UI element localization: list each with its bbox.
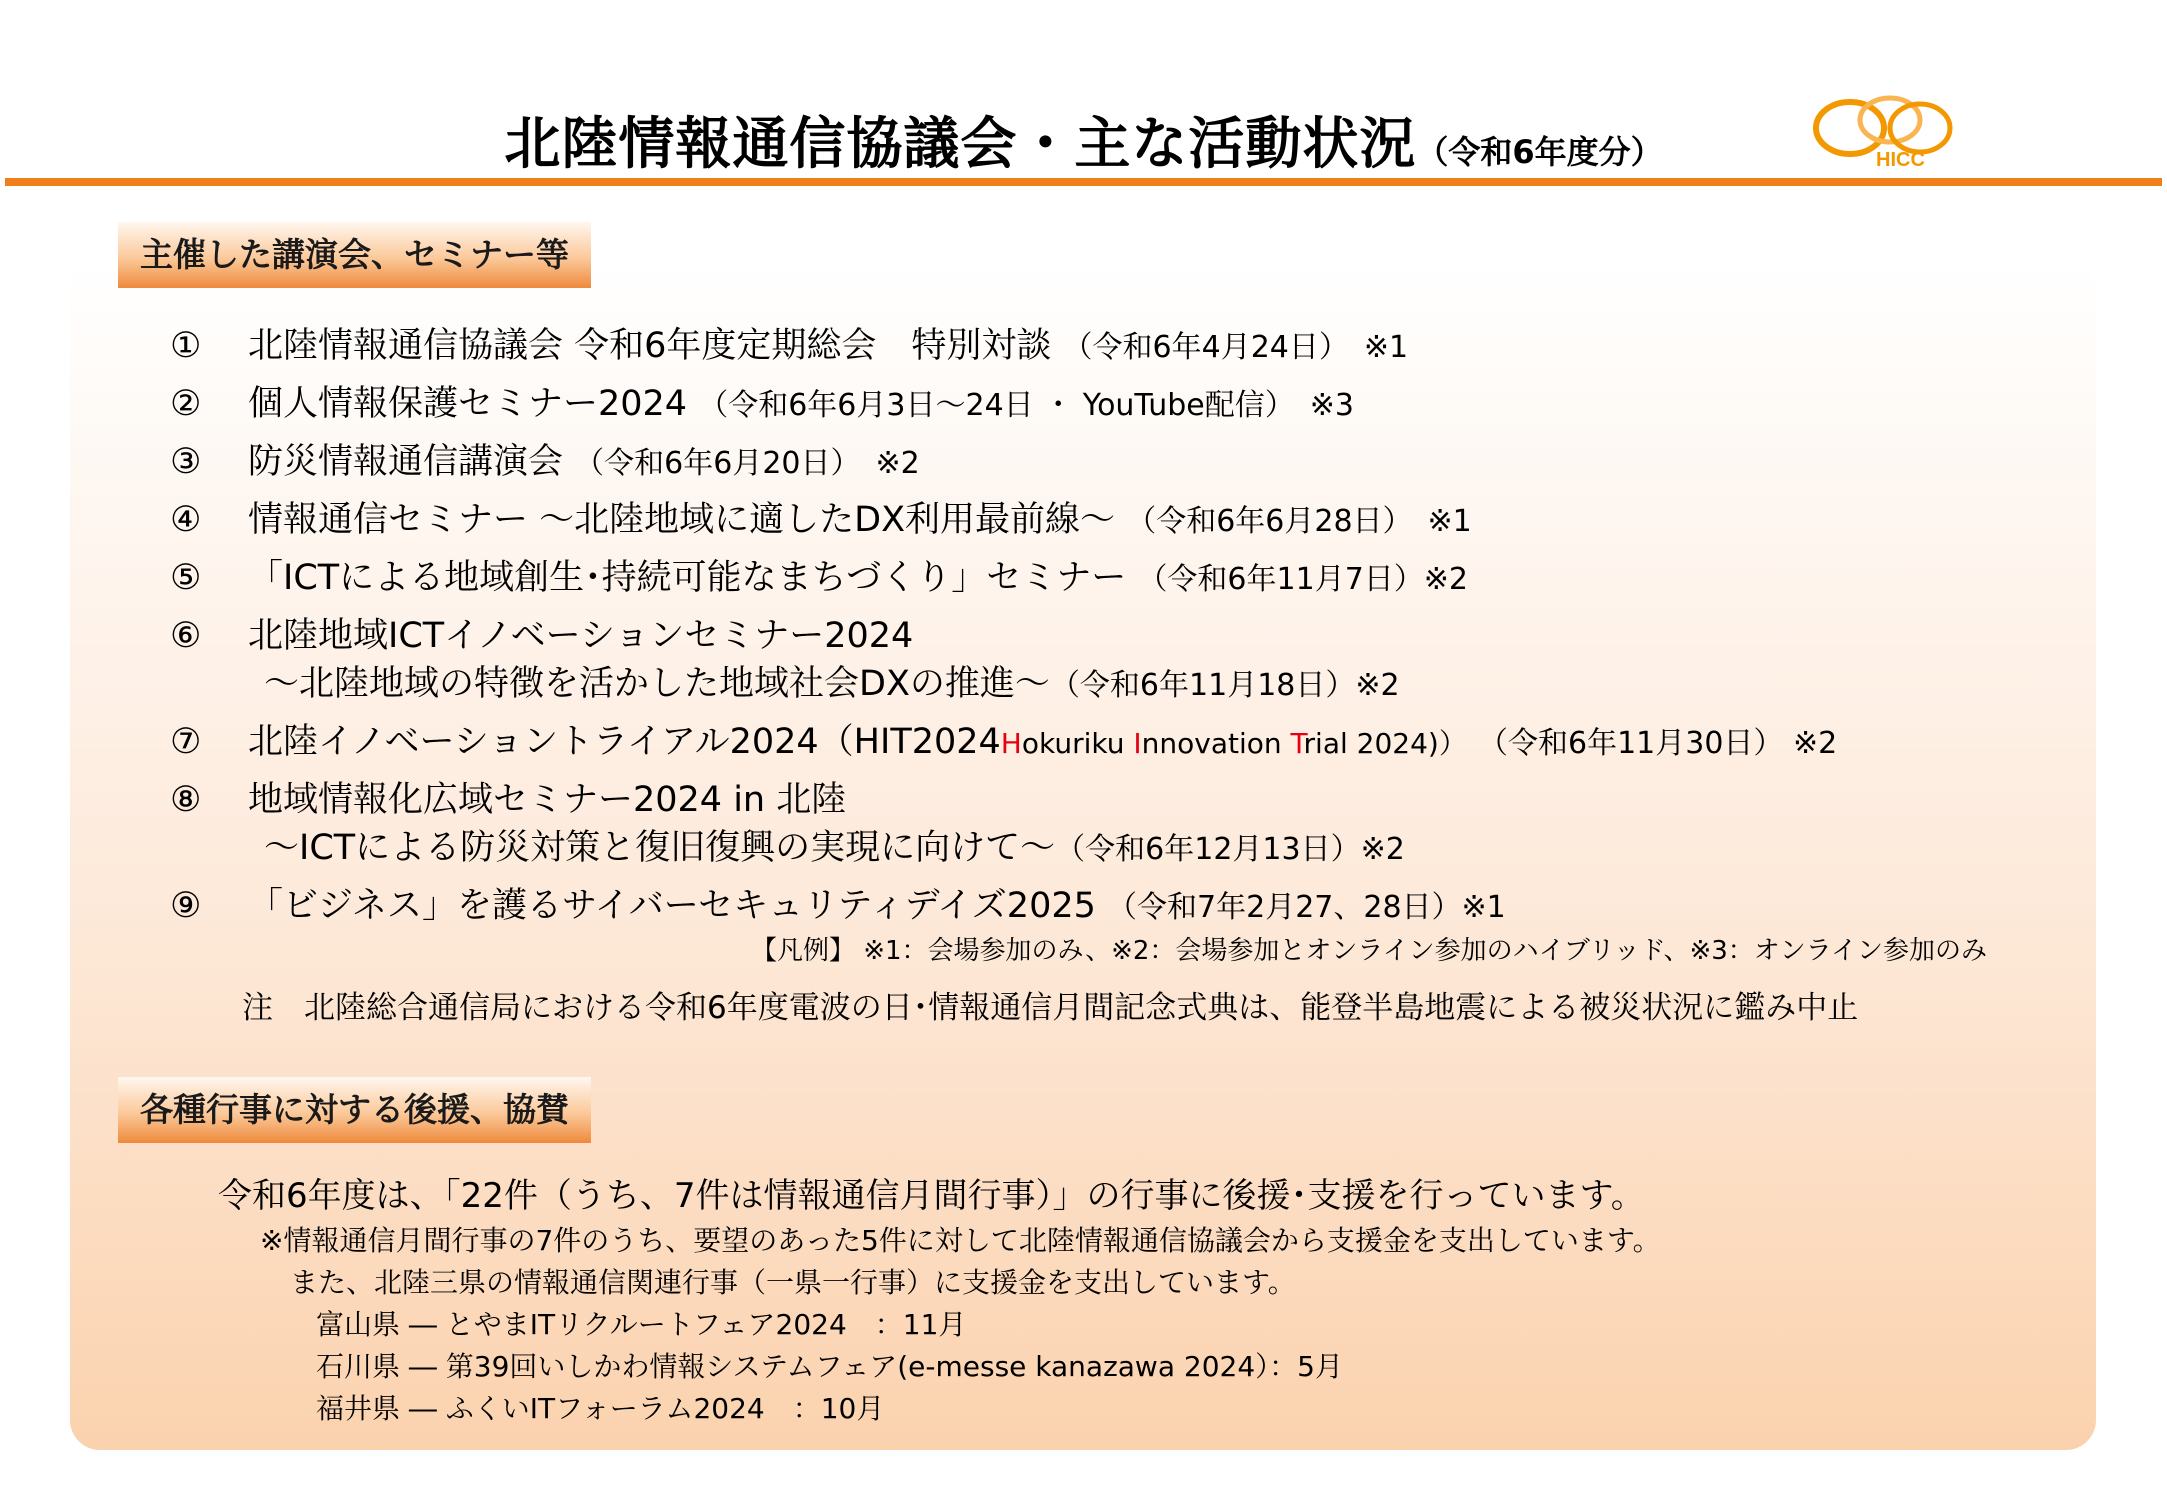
section-header-seminars: 主催した講演会、セミナー等: [118, 222, 591, 288]
item-date: （令和7年2月27、28日）※1: [1107, 890, 1506, 925]
item-title-initial: T: [1290, 727, 1304, 760]
item-number: ⑧: [170, 780, 202, 820]
item-number: ④: [170, 500, 202, 540]
item-number: ⑦: [170, 722, 202, 762]
item-date: （令和6年12月13日）※2: [1055, 832, 1405, 867]
item-number: ⑨: [170, 886, 202, 926]
logo-text: HICC: [1876, 149, 1925, 170]
support-line: ※情報通信月間行事の7件のうち、要望のあった5件に対して北陸情報通信協議会から支援金を支出しています。: [260, 1224, 1661, 1257]
support-details: [260, 1220, 1661, 1430]
support-line: 福井県 ― ふくいITフォーラム2024 ：10月: [316, 1392, 885, 1425]
list-item: [170, 554, 2070, 604]
support-line: 石川県 ― 第39回いしかわ情報システムフェア(e-messe kanazawa 2024）：5月: [316, 1350, 1343, 1383]
list-item: [170, 776, 2070, 874]
page-title: 北陸情報通信協議会・主な活動状況: [504, 112, 1417, 177]
item-title: 北陸情報通信協議会 令和6年度定期総会 特別対談: [248, 326, 1052, 366]
list-item: [170, 882, 2070, 932]
list-item: [170, 322, 2070, 372]
support-line: また、北陸三県の情報通信関連行事（一県一行事）に支援金を支出しています。: [290, 1266, 1296, 1299]
item-title: 「ビジネス」を護るサイバーセキュリティデイズ2025: [248, 886, 1096, 926]
item-subtitle: ～北陸地域の特徴を活かした地域社会DXの推進～: [264, 664, 1050, 704]
list-item: [170, 496, 2070, 546]
item-number: ⑤: [170, 558, 202, 598]
list-item: [170, 718, 2070, 768]
item-title: 「ICTによる地域創生･持続可能なまちづくり」セミナー: [248, 558, 1127, 598]
item-title-part: rial 2024)）: [1303, 727, 1467, 760]
support-line: 富山県 ― とやまITリクルートフェア2024 ：11月: [316, 1308, 967, 1341]
seminar-list: [170, 322, 2070, 940]
item-title-part: nnovation: [1141, 727, 1291, 760]
item-title-initial: I: [1133, 727, 1142, 760]
item-title-initial: H: [1000, 727, 1022, 760]
note-text: 注 北陸総合通信局における令和6年度電波の日･情報通信月間記念式典は、能登半島地震による被災状況に鑑み中止: [242, 990, 1859, 1026]
item-number: ③: [170, 442, 202, 482]
item-date: （令和6年11月30日） ※2: [1477, 726, 1838, 761]
item-date: （令和6年6月28日） ※1: [1126, 504, 1472, 539]
item-subtitle: ～ICTによる防災対策と復旧復興の実現に向けて～: [264, 828, 1056, 868]
list-item: [170, 438, 2070, 488]
list-item: [170, 612, 2070, 710]
item-number: ②: [170, 384, 202, 424]
item-date: （令和6年11月18日）※2: [1049, 668, 1400, 703]
item-date: （令和6年6月20日） ※2: [574, 446, 920, 481]
support-lead: 令和6年度は、「22件（うち、7件は情報通信月間行事）」の行事に後援･支援を行っています。: [218, 1176, 1645, 1216]
item-title: 地域情報化広域セミナー2024 in 北陸: [248, 780, 847, 820]
item-date: （令和6年6月3日～24日 ・ YouTube配信） ※3: [698, 388, 1354, 423]
item-title-part: okuriku: [1021, 727, 1134, 760]
item-title: 北陸イノベーショントライアル2024（HIT2024: [248, 722, 1001, 762]
list-item: [170, 380, 2070, 430]
item-title: 情報通信セミナー ～北陸地域に適したDX利用最前線～: [248, 500, 1116, 540]
item-date: （令和6年4月24日） ※1: [1062, 330, 1409, 365]
item-title: 北陸地域ICTイノベーションセミナー2024: [248, 616, 914, 656]
page-title-sub: （令和6年度分）: [1416, 133, 1663, 171]
item-title: 個人情報保護セミナー2024: [248, 384, 688, 424]
item-title: 防災情報通信講演会: [248, 442, 564, 482]
legend-text: 【凡例】 ※1：会場参加のみ、※2：会場参加とオンライン参加のハイブリッド、※3：オンライン参加のみ: [750, 936, 1987, 966]
item-number: ⑥: [170, 616, 202, 656]
title-underline: [5, 178, 2162, 186]
item-date: （令和6年11月7日）※2: [1137, 562, 1469, 597]
hicc-logo: [1808, 90, 1958, 170]
item-number: ①: [170, 326, 202, 366]
section-header-support: 各種行事に対する後援、協賛: [118, 1077, 591, 1143]
